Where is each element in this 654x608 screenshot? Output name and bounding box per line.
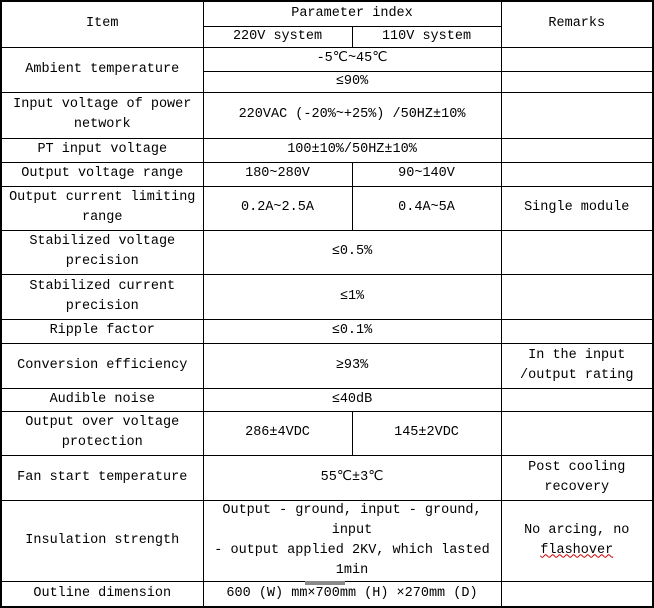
cell-stabilized-current-remarks	[501, 274, 653, 319]
cell-conversion-efficiency-item: Conversion efficiency	[1, 343, 203, 388]
cell-ambient-temperature-item: Ambient temperature	[1, 47, 203, 92]
cell-output-voltage-range-item: Output voltage range	[1, 162, 203, 186]
cell-conversion-efficiency-value: ≥93%	[203, 343, 501, 388]
cell-ambient-temperature-humidity: ≤90%	[203, 71, 501, 92]
insulation-value-line-1: Output - ground, input - ground, input	[222, 502, 482, 538]
cell-output-current-limiting-remarks: Single module	[501, 186, 653, 230]
cell-output-current-limiting-220: 0.2A~2.5A	[203, 186, 352, 230]
header-item: Item	[1, 1, 203, 47]
cell-pt-input-voltage-value: 100±10%/50HZ±10%	[203, 138, 501, 162]
cell-output-current-limiting-item: Output current limiting range	[1, 186, 203, 230]
insulation-remarks-misspelled-word: flashover	[540, 542, 614, 558]
cell-insulation-item: Insulation strength	[1, 500, 203, 581]
cell-output-current-limiting-110: 0.4A~5A	[352, 186, 501, 230]
row-stabilized-current-precision	[1, 274, 653, 319]
cell-ovp-item: Output over voltage protection	[1, 411, 203, 455]
cell-pt-input-voltage-item: PT input voltage	[1, 138, 203, 162]
cell-conversion-efficiency-remarks: In the input /output rating	[501, 343, 653, 388]
cell-audible-noise-value: ≤40dB	[203, 388, 501, 411]
insulation-remarks-text: No arcing, no	[524, 522, 630, 538]
cell-audible-noise-item: Audible noise	[1, 388, 203, 411]
insulation-value-line-2: - output applied 2KV, which lasted 1min	[214, 542, 490, 578]
cell-fan-start-remarks: Post cooling recovery	[501, 455, 653, 500]
row-output-over-voltage-protection	[1, 411, 653, 455]
cell-audible-noise-remarks	[501, 388, 653, 411]
cell-ambient-temperature-remarks-2	[501, 71, 653, 92]
row-stabilized-voltage-precision	[1, 230, 653, 274]
cell-fan-start-item: Fan start temperature	[1, 455, 203, 500]
header-parameter-index: Parameter index	[203, 1, 501, 26]
row-output-current-limiting	[1, 186, 653, 230]
row-ambient-temperature	[1, 47, 653, 71]
row-fan-start-temperature	[1, 455, 653, 500]
cell-input-voltage-value: 220VAC (-20%~+25%) /50HZ±10%	[203, 92, 501, 138]
cell-fan-start-value: 55℃±3℃	[203, 455, 501, 500]
cell-ripple-factor-value: ≤0.1%	[203, 319, 501, 343]
cell-ambient-temperature-range: -5℃~45℃	[203, 47, 501, 71]
cell-pt-input-voltage-remarks	[501, 138, 653, 162]
row-ripple-factor	[1, 319, 653, 343]
row-output-voltage-range	[1, 162, 653, 186]
row-audible-noise	[1, 388, 653, 411]
cell-output-voltage-range-220: 180~280V	[203, 162, 352, 186]
row-insulation-strength	[1, 500, 653, 581]
row-input-voltage	[1, 92, 653, 138]
cell-insulation-value	[203, 500, 501, 581]
cell-ovp-220: 286±4VDC	[203, 411, 352, 455]
cell-outline-dimension-item: Outline dimension	[1, 581, 203, 607]
header-remarks: Remarks	[501, 1, 653, 47]
cell-stabilized-voltage-value: ≤0.5%	[203, 230, 501, 274]
header-110v-system: 110V system	[352, 26, 501, 47]
cell-outline-dimension-value: 600 (W) mm×700mm (H) ×270mm (D)	[203, 581, 501, 607]
cell-ovp-110: 145±2VDC	[352, 411, 501, 455]
cell-output-voltage-range-110: 90~140V	[352, 162, 501, 186]
cell-input-voltage-item: Input voltage of power network	[1, 92, 203, 138]
row-conversion-efficiency	[1, 343, 653, 388]
cell-output-voltage-range-remarks	[501, 162, 653, 186]
cell-stabilized-voltage-remarks	[501, 230, 653, 274]
row-pt-input-voltage	[1, 138, 653, 162]
cell-stabilized-voltage-item: Stabilized voltage precision	[1, 230, 203, 274]
header-220v-system: 220V system	[203, 26, 352, 47]
cell-ambient-temperature-remarks-1	[501, 47, 653, 71]
cell-input-voltage-remarks	[501, 92, 653, 138]
cell-stabilized-current-value: ≤1%	[203, 274, 501, 319]
scrollbar-thumb[interactable]	[305, 581, 345, 585]
cell-ovp-remarks	[501, 411, 653, 455]
cell-ripple-factor-remarks	[501, 319, 653, 343]
cell-stabilized-current-item: Stabilized current precision	[1, 274, 203, 319]
cell-insulation-remarks	[501, 500, 653, 581]
cell-ripple-factor-item: Ripple factor	[1, 319, 203, 343]
header-row-1	[1, 1, 653, 26]
